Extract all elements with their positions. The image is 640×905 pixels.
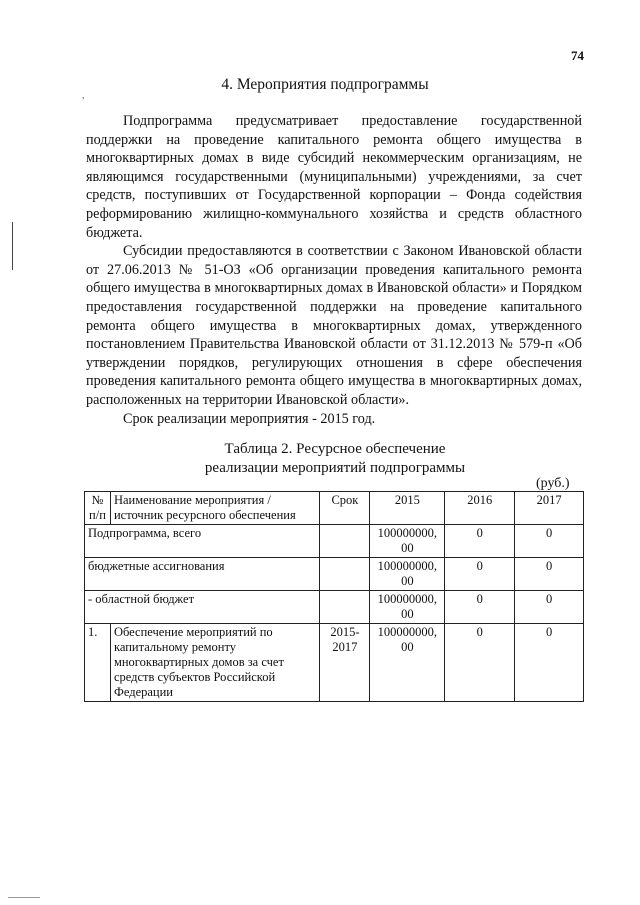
row-term: 2015- 2017 (320, 624, 370, 702)
table-caption (0, 440, 640, 478)
table-row (85, 591, 584, 624)
row-name: бюджетные ассигнования (85, 558, 320, 591)
paragraph-1: Подпрограмма предусматривает предоставление государственной поддержки на проведение капитального ремонта общего имущества в многоквартирных домах в виде субсидий некоммерческим организациям, не являющимся государственными (муниципальными) учреждениями, за счет средств, поступивших от Государственной корпорации – Фонда содействия реформированию жилищно-коммунального хозяйства и средств областного бюджета. (86, 113, 582, 241)
header-num: № п/п (85, 492, 111, 525)
row-2016: 0 (445, 624, 515, 702)
table-caption-line-1: Таблица 2. Ресурсное обеспечение (224, 441, 446, 457)
row-term (320, 558, 370, 591)
row-2015: 100000000, 00 (370, 525, 445, 558)
table-row (85, 558, 584, 591)
row-name: - областной бюджет (85, 591, 320, 624)
row-term (320, 525, 370, 558)
paragraph-2: Субсидии предоставляются в соответствии с Законом Ивановской области от 27.06.2013 № 51-ОЗ «Об организации проведения капитального ремонта общего имущества в многоквартирных домах в Ивановской области» и Порядком предоставления государственной поддержки на проведение капитального ремонта общего имущества в многоквартирных домах, утвержденного постановлением Правительства Ивановской области от 31.12.2013 № 579-п «Об утверждении порядков, регулирующих отношения в сфере обеспечения проведения капитального ремонта общего имущества в многоквартирных домах, расположенных на территории Ивановской области». (86, 243, 582, 408)
header-2016: 2016 (445, 492, 515, 525)
row-name: Обеспечение мероприятий по капитальному ремонту многоквартирных домов за счет средств субъектов Российской Федерации (110, 624, 319, 702)
header-name: Наименование мероприятия / источник ресурсного обеспечения (110, 492, 319, 525)
row-2017: 0 (515, 591, 584, 624)
margin-dot: , (82, 90, 85, 101)
row-2016: 0 (445, 525, 515, 558)
row-2016: 0 (445, 591, 515, 624)
resource-table (84, 491, 584, 702)
row-2015: 100000000, 00 (370, 558, 445, 591)
row-2017: 0 (515, 525, 584, 558)
header-2015: 2015 (370, 492, 445, 525)
section-title: 4. Мероприятия подпрограммы (221, 76, 429, 93)
header-term: Срок (320, 492, 370, 525)
row-num: 1. (85, 624, 111, 702)
body-text (86, 112, 582, 428)
row-2017: 0 (515, 558, 584, 591)
row-2016: 0 (445, 558, 515, 591)
table-row (85, 624, 584, 702)
unit-label: (руб.) (536, 476, 570, 491)
scan-mark (8, 897, 40, 898)
table-caption-line-2: реализации мероприятий подпрограммы (204, 460, 466, 476)
row-2015: 100000000, 00 (370, 591, 445, 624)
table-header-row (85, 492, 584, 525)
margin-line (12, 222, 13, 270)
row-2015: 100000000, 00 (370, 624, 445, 702)
table-row (85, 525, 584, 558)
row-term (320, 591, 370, 624)
row-name: Подпрограмма, всего (85, 525, 320, 558)
row-2017: 0 (515, 624, 584, 702)
paragraph-3: Срок реализации мероприятия - 2015 год. (123, 410, 376, 427)
header-2017: 2017 (515, 492, 584, 525)
page-number: 74 (571, 48, 584, 63)
